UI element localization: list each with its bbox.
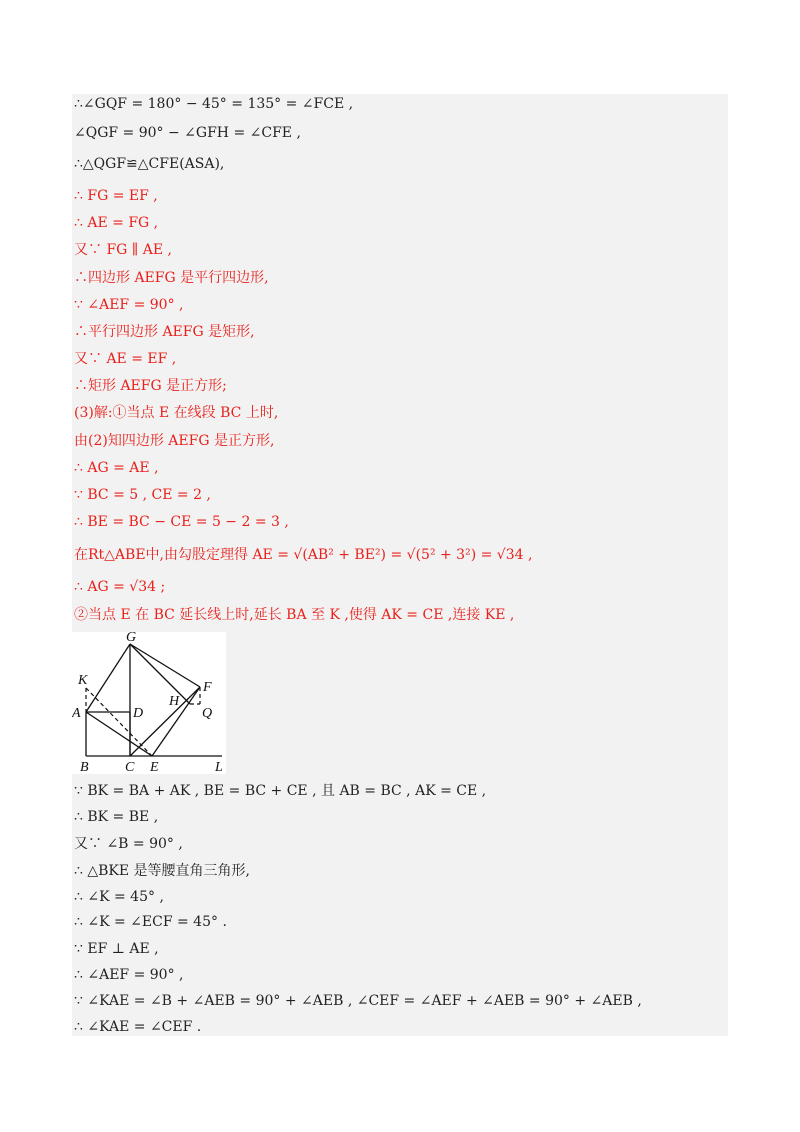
text-line-1: ∴∠GQF = 180° − 45° = 135° = ∠FCE ,	[74, 96, 354, 112]
text-line-17: 在Rt△ABE中,由勾股定理得 AE = √(AB² + BE²) = √(5² + 3²) = √34 ,	[74, 547, 533, 563]
label-K: K	[78, 673, 88, 688]
label-Q: Q	[202, 706, 213, 721]
geometry-diagram	[72, 632, 226, 774]
label-L: L	[215, 760, 223, 774]
text-line-29: ∴ ∠KAE = ∠CEF .	[74, 1019, 202, 1035]
text-line-20: ∵ BK = BA + AK , BE = BC + CE , 且 AB = BC , AK = CE ,	[74, 783, 487, 799]
text-line-15: ∵ BC = 5 , CE = 2 ,	[74, 487, 211, 503]
text-line-14: ∴ AG = AE ,	[74, 460, 159, 476]
document-page	[72, 94, 728, 1036]
label-A: A	[72, 706, 81, 721]
geometry-figure	[72, 632, 226, 774]
label-B: B	[80, 760, 89, 774]
text-line-28: ∵ ∠KAE = ∠B + ∠AEB = 90° + ∠AEB , ∠CEF = ∠AEF + ∠AEB = 90° + ∠AEB ,	[74, 993, 642, 1009]
text-line-4: ∴ FG = EF ,	[74, 188, 158, 204]
label-F: F	[203, 680, 212, 695]
label-E: E	[150, 760, 159, 774]
label-D: D	[133, 706, 144, 721]
text-line-12: (3)解:①当点 E 在线段 BC 上时,	[74, 405, 279, 421]
text-line-3: ∴△QGF≌△CFE(ASA),	[74, 156, 225, 172]
text-line-16: ∴ BE = BC − CE = 5 − 2 = 3 ,	[74, 514, 289, 530]
text-line-7: ∴四边形 AEFG 是平行四边形,	[74, 270, 269, 286]
text-line-10: 又∵ AE = EF ,	[74, 351, 177, 367]
text-line-22: 又∵ ∠B = 90° ,	[74, 836, 183, 852]
text-line-5: ∴ AE = FG ,	[74, 215, 159, 231]
text-line-11: ∴矩形 AEFG 是正方形;	[74, 378, 227, 394]
text-line-9: ∴平行四边形 AEFG 是矩形,	[74, 324, 255, 340]
text-line-2: ∠QGF = 90° − ∠GFH = ∠CFE ,	[74, 125, 301, 141]
text-line-13: 由(2)知四边形 AEFG 是正方形,	[74, 433, 275, 449]
text-line-24: ∴ ∠K = 45° ,	[74, 889, 164, 905]
label-G: G	[126, 632, 137, 645]
text-line-23: ∴ △BKE 是等腰直角三角形,	[74, 863, 250, 879]
text-line-27: ∴ ∠AEF = 90° ,	[74, 967, 184, 983]
text-line-18: ∴ AG = √34 ;	[74, 579, 166, 595]
text-line-25: ∴ ∠K = ∠ECF = 45° .	[74, 914, 227, 930]
text-line-19: ②当点 E 在 BC 延长线上时,延长 BA 至 K ,使得 AK = CE ,连接 KE ,	[74, 607, 515, 623]
text-line-8: ∵ ∠AEF = 90° ,	[74, 297, 184, 313]
label-C: C	[125, 760, 135, 774]
text-line-6: 又∵ FG ∥ AE ,	[74, 242, 172, 258]
text-line-26: ∵ EF ⊥ AE ,	[74, 941, 159, 957]
label-H: H	[169, 694, 180, 709]
text-line-21: ∴ BK = BE ,	[74, 809, 159, 825]
